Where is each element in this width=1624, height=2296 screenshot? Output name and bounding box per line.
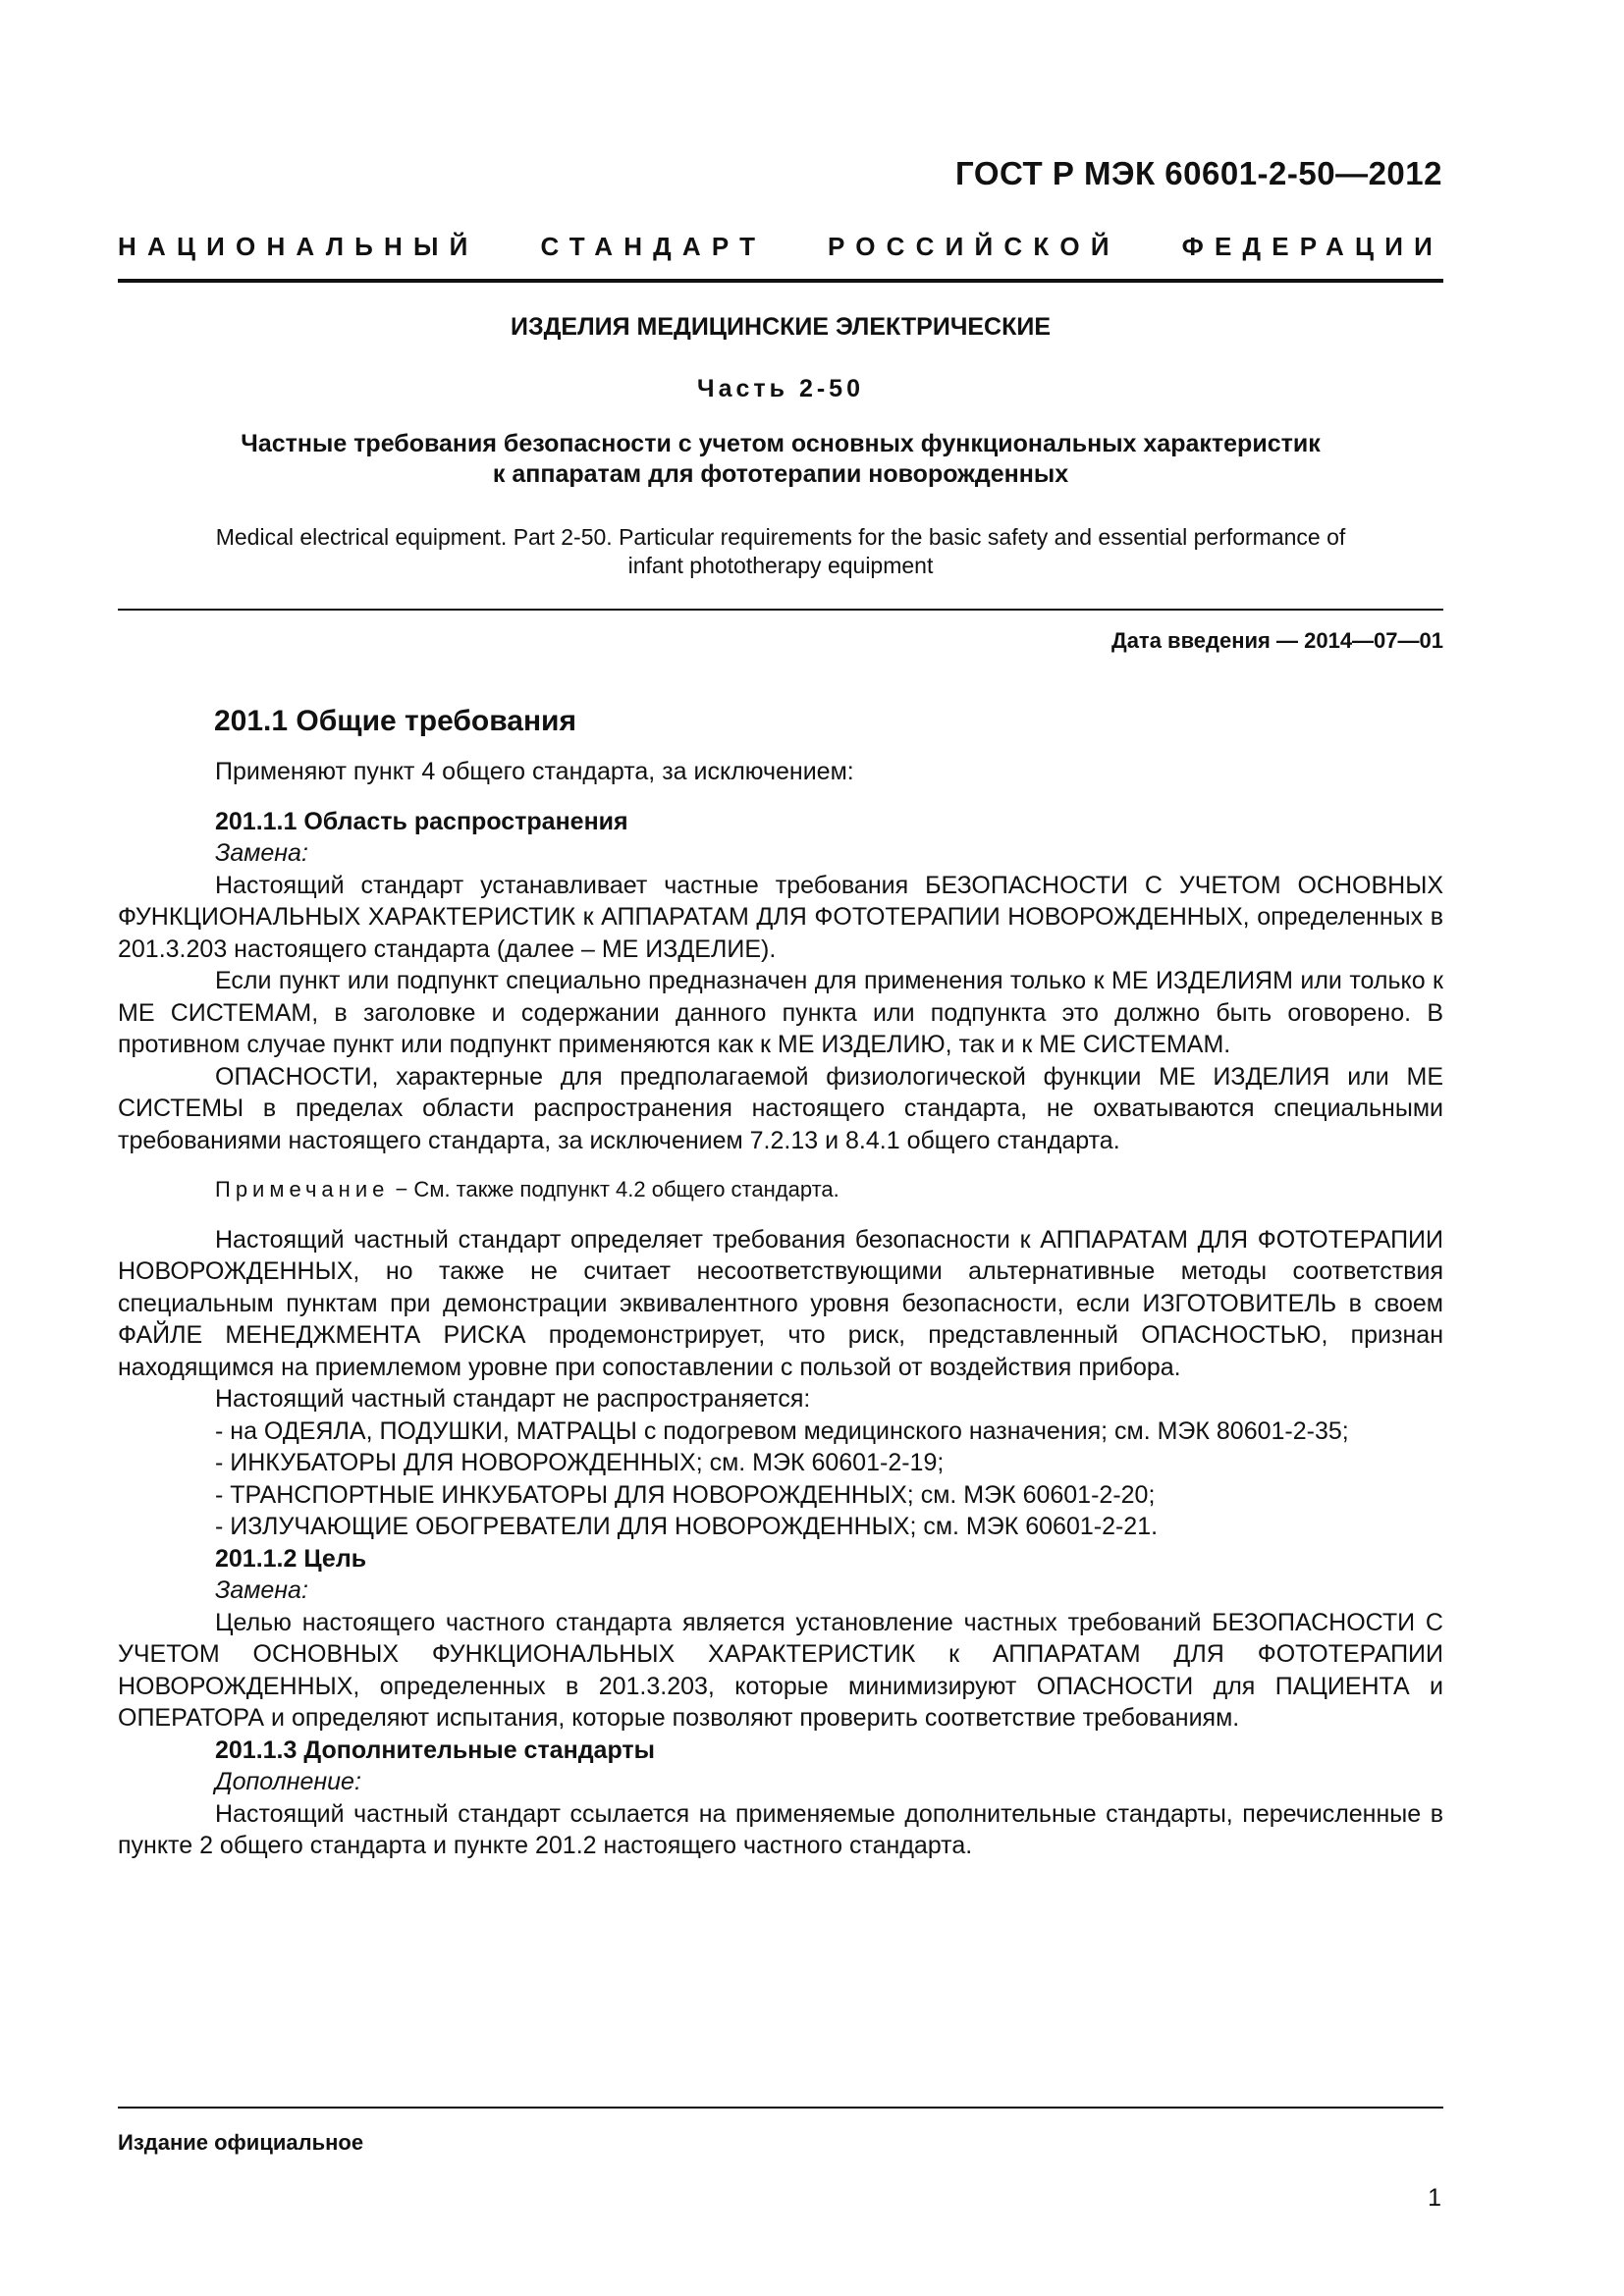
replacement-label: Замена: bbox=[215, 839, 308, 867]
addition-label: Дополнение: bbox=[215, 1768, 361, 1795]
english-title-line-2: infant phototherapy equipment bbox=[627, 553, 934, 578]
list-item: - на ОДЕЯЛА, ПОДУШКИ, МАТРАЦЫ с подогревом медицинского назначения; см. МЭК 80601-2-35; bbox=[215, 1416, 1349, 1445]
subsection-heading-201-1-3: 201.1.3 Дополнительные стандарты bbox=[215, 1735, 655, 1764]
spacer bbox=[118, 1156, 1443, 1174]
note bbox=[118, 1174, 1443, 1206]
title-rule bbox=[118, 609, 1443, 611]
subsection-heading-201-1-2: 201.1.2 Цель bbox=[215, 1544, 367, 1573]
subtitle-line-2: к аппаратам для фототерапии новорожденных bbox=[492, 460, 1069, 488]
english-title-line-1: Medical electrical equipment. Part 2-50. Particular requirements for the basic safety and essential performance of bbox=[215, 524, 1346, 550]
spacer bbox=[118, 1206, 1443, 1224]
document-title: ИЗДЕЛИЯ МЕДИЦИНСКИЕ ЭЛЕКТРИЧЕСКИЕ bbox=[510, 313, 1052, 341]
gost-code: ГОСТ Р МЭК 60601-2-50—2012 bbox=[955, 155, 1442, 191]
national-standard-banner: НАЦИОНАЛЬНЫЙ СТАНДАРТ РОССИЙСКОЙ ФЕДЕРАЦИИ bbox=[118, 232, 1443, 261]
note-text: − См. также подпункт 4.2 общего стандарта. bbox=[395, 1177, 839, 1201]
english-title bbox=[147, 523, 1414, 580]
document-part: Часть 2-50 bbox=[697, 375, 864, 402]
list-item: - ИЗЛУЧАЮЩИЕ ОБОГРЕВАТЕЛИ ДЛЯ НОВОРОЖДЕННЫХ; см. МЭК 60601-2-21. bbox=[215, 1513, 1159, 1540]
paragraph: Настоящий частный стандарт не распространяется: bbox=[215, 1385, 811, 1413]
header-rule bbox=[118, 279, 1443, 283]
paragraph: Если пункт или подпункт специально предназначен для применения только к МЕ ИЗДЕЛИЯМ или только к МЕ СИСТЕМАМ, в заголовке и содержании данного пункта или подпункта это должно быть оговорено. В противном случае пункт или подпункт применяются как к МЕ ИЗДЕЛИЮ, так и к МЕ СИСТЕМАМ. bbox=[118, 967, 1443, 1058]
replacement-label: Замена: bbox=[215, 1576, 308, 1604]
paragraph: Настоящий частный стандарт ссылается на применяемые дополнительные стандарты, перечисленные в пункте 2 общего стандарта и пункте 201.2 настоящего частного стандарта. bbox=[118, 1799, 1443, 1859]
paragraph: Настоящий частный стандарт определяет требования безопасности к АППАРАТАМ ДЛЯ ФОТОТЕРАПИИ НОВОРОЖДЕННЫХ, но также не считает несоответствующими альтернативные методы соответствия специальным пунктам при демонстрации эквивалентного уровня безопасности, если ИЗГОТОВИТЕЛЬ в своем ФАЙЛЕ МЕНЕДЖМЕНТА РИСКА продемонстрирует, что риск, представленный ОПАСНОСТЬЮ, признан находящимся на приемлемом уровне при сопоставлении с пользой от воздействия прибора. bbox=[118, 1225, 1443, 1381]
intro-date: Дата введения — 2014—07—01 bbox=[1111, 628, 1443, 653]
note-label: Примечание bbox=[215, 1177, 390, 1201]
section-intro: Применяют пункт 4 общего стандарта, за исключением: bbox=[215, 758, 854, 785]
paragraph: Целью настоящего частного стандарта является установление частных требований БЕЗОПАСНОСТИ С УЧЕТОМ ОСНОВНЫХ ФУНКЦИОНАЛЬНЫХ ХАРАКТЕРИСТИК к АППАРАТАМ ДЛЯ ФОТОТЕРАПИИ НОВОРОЖДЕННЫХ, определенных в 201.3.203, которые минимизируют ОПАСНОСТИ для ПАЦИЕНТА и ОПЕРАТОРА и определяют испытания, которые позволяют проверить соответствие требованиям. bbox=[118, 1608, 1443, 1732]
edition-label: Издание официальное bbox=[118, 2130, 364, 2155]
spacer bbox=[118, 788, 1443, 806]
list-item: - ИНКУБАТОРЫ ДЛЯ НОВОРОЖДЕННЫХ; см. МЭК 60601-2-19; bbox=[215, 1449, 945, 1476]
section-body bbox=[118, 756, 1443, 1862]
paragraph: Настоящий стандарт устанавливает частные требования БЕЗОПАСНОСТИ С УЧЕТОМ ОСНОВНЫХ ФУНКЦИОНАЛЬНЫХ ХАРАКТЕРИСТИК к АППАРАТАМ ДЛЯ ФОТОТЕРАПИИ НОВОРОЖДЕННЫХ, определенных в 201.3.203 настоящего стандарта (далее – МЕ ИЗДЕЛИЕ). bbox=[118, 871, 1443, 963]
subsection-heading-201-1-1: 201.1.1 Область распространения bbox=[215, 807, 628, 835]
paragraph: ОПАСНОСТИ, характерные для предполагаемой физиологической функции МЕ ИЗДЕЛИЯ или МЕ СИСТЕМЫ в пределах области распространения настоящего стандарта, не охватываются специальными требованиями настоящего стандарта, за исключением 7.2.13 и 8.4.1 общего стандарта. bbox=[118, 1062, 1443, 1154]
footer-rule bbox=[118, 2107, 1443, 2109]
list-item: - ТРАНСПОРТНЫЕ ИНКУБАТОРЫ ДЛЯ НОВОРОЖДЕННЫХ; см. МЭК 60601-2-20; bbox=[215, 1480, 1156, 1509]
section-heading-201-1: 201.1 Общие требования bbox=[214, 705, 577, 737]
document-subtitle bbox=[147, 429, 1414, 490]
page-number: 1 bbox=[1428, 2184, 1441, 2212]
subtitle-line-1: Частные требования безопасности с учетом основных функциональных характеристик bbox=[241, 430, 1321, 457]
